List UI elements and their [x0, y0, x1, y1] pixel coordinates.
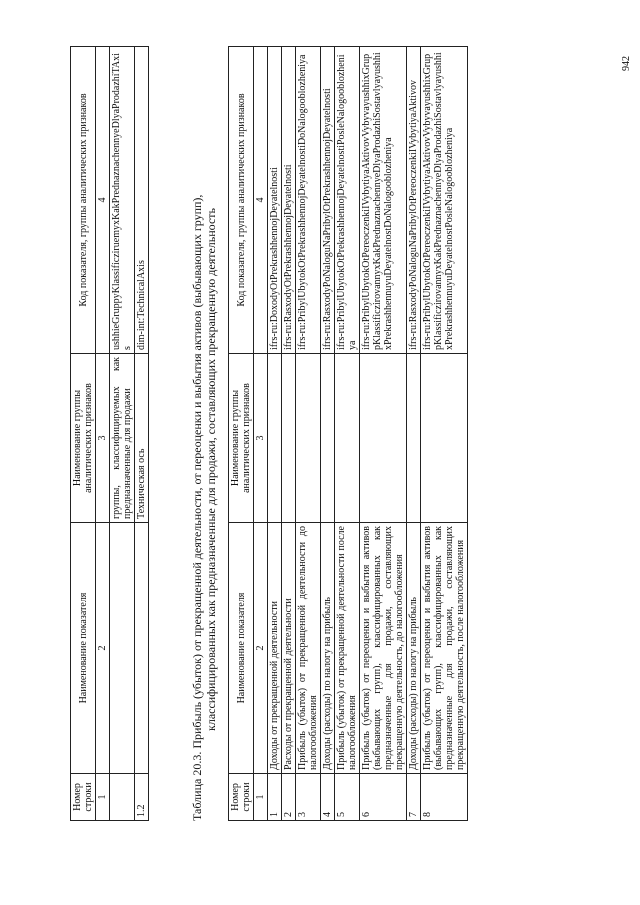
row-code: ifrs-ru:RasxodyPoNaloguNaPribylOtPrekrashhennojDeyatelnosti — [321, 47, 335, 354]
col-header-2: Наименование показателя — [229, 523, 254, 774]
col-header-4: Код показателя, группы аналитических признаков — [71, 47, 96, 354]
row-number: 4 — [321, 774, 335, 821]
main-table — [228, 46, 468, 821]
row-indicator-name: Доходы (расходы) по налогу на прибыль — [321, 523, 335, 774]
row-indicator-name: Прибыль (убыток) от переоценки и выбытия активов (выбывающих групп), классифицированных как предназначенные для продажи, составляющих прекращенную деятельность, до налогообложения — [360, 523, 407, 774]
row-number: 3 — [296, 774, 321, 821]
row-group-name — [421, 354, 468, 523]
header-row — [71, 47, 96, 821]
row-code: ifrs-ru:PribylUbytokOtPereoczenkiIVybytiyaAktivovVybyvayushhixGruppKlassificzirovannyxKakPrednaznachennyeDlyaProdazhiSostavlyayushhixPrekrashhennuyuDeyatelnostDoNalogooblozheniya — [360, 47, 407, 354]
table-row — [335, 47, 360, 821]
row-number: 2 — [282, 774, 296, 821]
table-row — [268, 47, 282, 821]
index-row — [96, 47, 110, 821]
row-number — [110, 774, 135, 821]
table-row — [360, 47, 407, 821]
index-cell: 1 — [96, 774, 110, 821]
table-row — [110, 47, 135, 821]
row-indicator-name: Доходы (расходы) по налогу на прибыль — [407, 523, 421, 774]
row-indicator-name: Прибыль (убыток) от переоценки и выбытия активов (выбывающих групп), классифицированных как предназначенные для продажи, составляющих прекращенную деятельность, после налогообложения — [421, 523, 468, 774]
row-group-name — [321, 354, 335, 523]
col-header-3: Наименование группы аналитических признаков — [229, 354, 254, 523]
header-row — [229, 47, 254, 821]
row-indicator-name: Расходы от прекращенной деятельности — [282, 523, 296, 774]
caption-line-2: классифицированных как предназначенные для продажи, составляющих прекращенную деятельность — [204, 207, 218, 731]
caption-line-1: Таблица 20.3. Прибыль (убыток) от прекращенной деятельности, от переоценки и выбытия активов (выбывающих групп), — [190, 194, 204, 821]
table-caption — [190, 93, 218, 821]
index-cell: 2 — [254, 523, 268, 774]
row-number: 7 — [407, 774, 421, 821]
col-header-2: Наименование показателя — [71, 523, 96, 774]
row-group-name — [360, 354, 407, 523]
row-group-name — [282, 354, 296, 523]
row-indicator-name: Прибыль (убыток) от прекращенной деятельности после налогообложения — [335, 523, 360, 774]
row-indicator-name — [135, 523, 149, 774]
row-indicator-name: Прибыль (убыток) от прекращенной деятельности до налогообложения — [296, 523, 321, 774]
row-group-name — [296, 354, 321, 523]
row-code: ifrs-ru:RasxodyOtPrekrashhennojDeyatelnosti — [282, 47, 296, 354]
row-number: 6 — [360, 774, 407, 821]
index-cell: 3 — [254, 354, 268, 523]
row-code: dim-int:TechnicalAxis — [135, 47, 149, 354]
table-row — [282, 47, 296, 821]
top-table — [70, 46, 149, 821]
row-group-name — [407, 354, 421, 523]
row-number: 5 — [335, 774, 360, 821]
table-row — [321, 47, 335, 821]
row-code: ifrs-ru:RasxodyPoNaloguNaPribylOtPereoczenkiIVybytiyaAktivov — [407, 47, 421, 354]
row-indicator-name — [110, 523, 135, 774]
col-header-1: Номер строки — [71, 774, 96, 821]
table-row — [135, 47, 149, 821]
table-row — [296, 47, 321, 821]
row-group-name: Техническая ось — [135, 354, 149, 523]
row-group-name: группы, классифицируемых как предназначенные для продажи — [110, 354, 135, 523]
row-code: ifrs-ru:DoxodyOtPrekrashhennojDeyatelnosti — [268, 47, 282, 354]
row-indicator-name: Доходы от прекращенной деятельности — [268, 523, 282, 774]
row-number: 1 — [268, 774, 282, 821]
col-header-3: Наименование группы аналитических признаков — [71, 354, 96, 523]
row-code: ifrs-ru:PribylUbytokOtPereoczenkiIVybytiyaAktivovVybyvayushhixGruppKlassificzirovannyxKakPrednaznachennyeDlyaProdazhiSostavlyayushhixPrekrashhennuyuDeyatelnostPosleNalogooblozheniya — [421, 47, 468, 354]
row-group-name — [335, 354, 360, 523]
index-cell: 3 — [96, 354, 110, 523]
row-number: 1.2 — [135, 774, 149, 821]
index-cell: 1 — [254, 774, 268, 821]
index-cell: 4 — [254, 47, 268, 354]
row-code: ifrs-ru:PribylUbytokOtPrekrashhennojDeyatelnostiPosleNalogooblozheniya — [335, 47, 360, 354]
table-row — [421, 47, 468, 821]
col-header-1: Номер строки — [229, 774, 254, 821]
row-code: ushhieGruppyKlassificziruemyxKakPrednaznachennyeDlyaProdazhiTAxis — [110, 47, 135, 354]
index-row — [254, 47, 268, 821]
row-group-name — [268, 354, 282, 523]
row-number: 8 — [421, 774, 468, 821]
row-code: ifrs-ru:PribylUbytokOtPrekrashhennojDeyatelnostiDoNalogooblozheniya — [296, 47, 321, 354]
index-cell: 4 — [96, 47, 110, 354]
index-cell: 2 — [96, 523, 110, 774]
table-row — [407, 47, 421, 821]
col-header-4: Код показателя, группы аналитических признаков — [229, 47, 254, 354]
page-number: 942 — [621, 56, 632, 71]
